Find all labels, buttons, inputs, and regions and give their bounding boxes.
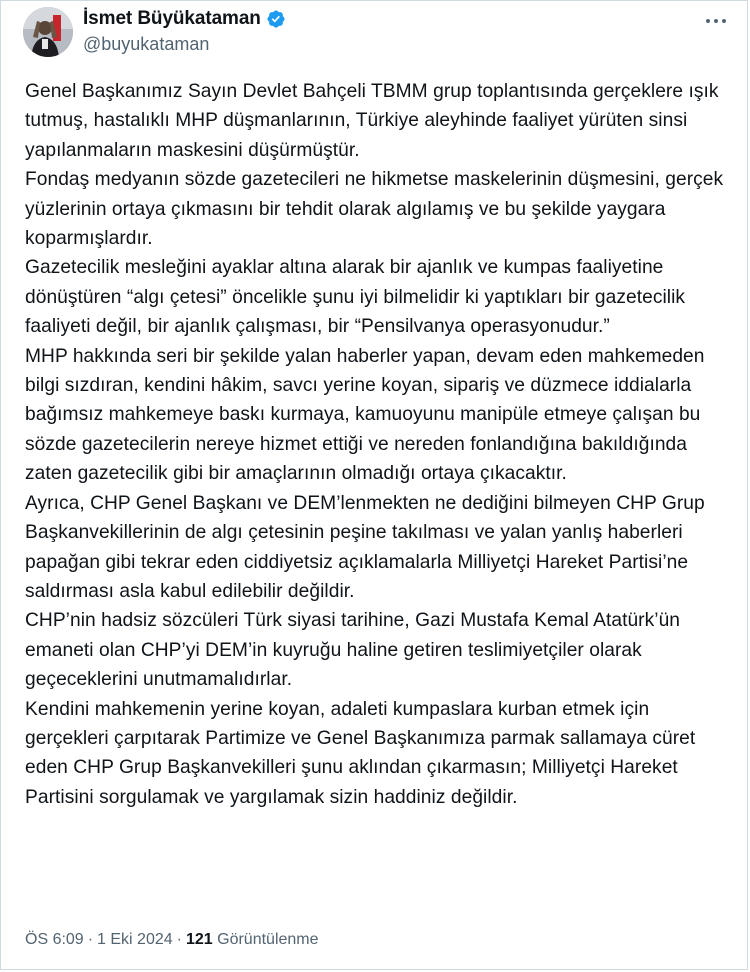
avatar-photo <box>23 7 73 57</box>
tweet-time[interactable]: ÖS 6:09 <box>25 931 84 948</box>
tweet-paragraph: Gazetecilik mesleğini ayaklar altına alarak bir ajanlık ve kumpas faaliyetine dönüştüren “algı çetesi” öncelikle şunu iyi bilmelidir ki yaptıkları bir gazetecilik faaliyeti değil, bir ajanlık çalışması, bir “Pensilvanya operasyonudur.” <box>25 257 686 338</box>
views-count: 121 <box>185 931 213 948</box>
tweet-paragraph: MHP hakkında seri bir şekilde yalan haberler yapan, devam eden mahkemeden bilgi sızdıran, kendini hâkim, savcı yerine koyan, sipariş ve düzmece iddialarla bağımsız mahkemeye baskı kurmaya, kamuoyunu manipüle etmeye çalışan bu sözde gazetecilerin nereye hizmet ettiği ve nereden fonlandığına bakıldığında zaten gazetecilik gibi bir amaçlarının olmadığı ortaya çıkacaktır. <box>25 345 705 485</box>
meta-separator: · <box>176 931 182 948</box>
author-handle[interactable]: @buyukataman <box>83 34 210 54</box>
tweet-paragraph: CHP’nin hadsiz sözcüleri Türk siyasi tarihine, Gazi Mustafa Kemal Atatürk’ün emaneti olan CHP’yi DEM’in kuyruğu haline getiren teslimiyetçiler olarak geçeceklerini unutmamalıdırlar. <box>25 610 681 691</box>
verified-badge-icon <box>266 9 286 29</box>
author-name[interactable]: İsmet Büyükataman <box>83 8 261 29</box>
tweet-paragraph: Kendini mahkemenin yerine koyan, adaleti kumpaslara kurban etmek için gerçekleri çarpıtarak Partimize ve Genel Başkanımıza parmak sallamaya cüret eden CHP Grup Başkanvekilleri şunu aklından çıkarmasın; Milliyetçi Hareket Partisini sorgulamak ve yargılamak sizin haddiniz değildir. <box>25 698 696 808</box>
meta-separator: · <box>87 931 94 948</box>
tweet-meta <box>25 931 319 949</box>
tweet-paragraph: Ayrıca, CHP Genel Başkanı ve DEM’lenmekten ne dediğini bilmeyen CHP Grup Başkanvekillerinin de algı çetesinin peşine takılması ve yalan yanlış haberleri papağan gibi tekrar eden ciddiyetsiz açıklamalarla Milliyetçi Hareket Partisi’ne saldırması asla kabul edilebilir değildir. <box>25 492 705 602</box>
more-options-icon[interactable] <box>705 13 727 23</box>
avatar[interactable] <box>23 7 73 57</box>
tweet-paragraph: Genel Başkanımız Sayın Devlet Bahçeli TBMM grup toplantısında gerçeklere ışık tutmuş, hastalıklı MHP düşmanlarının, Türkiye aleyhinde faaliyet yürüten sinsi yapılanmaların maskesini düşürmüştür. <box>25 81 719 161</box>
author-block <box>83 6 286 55</box>
tweet-text <box>25 77 725 812</box>
views-label: Görüntülenme <box>217 931 319 948</box>
tweet-paragraph: Fondaş medyanın sözde gazetecileri ne hikmetse maskelerinin düşmesini, gerçek yüzlerinin ortaya çıkmasını bir tehdit olarak algılamış ve bu şekilde yaygara koparmışlardır. <box>25 169 724 250</box>
tweet-date[interactable]: 1 Eki 2024 <box>97 931 173 948</box>
author-name-row <box>83 6 286 32</box>
